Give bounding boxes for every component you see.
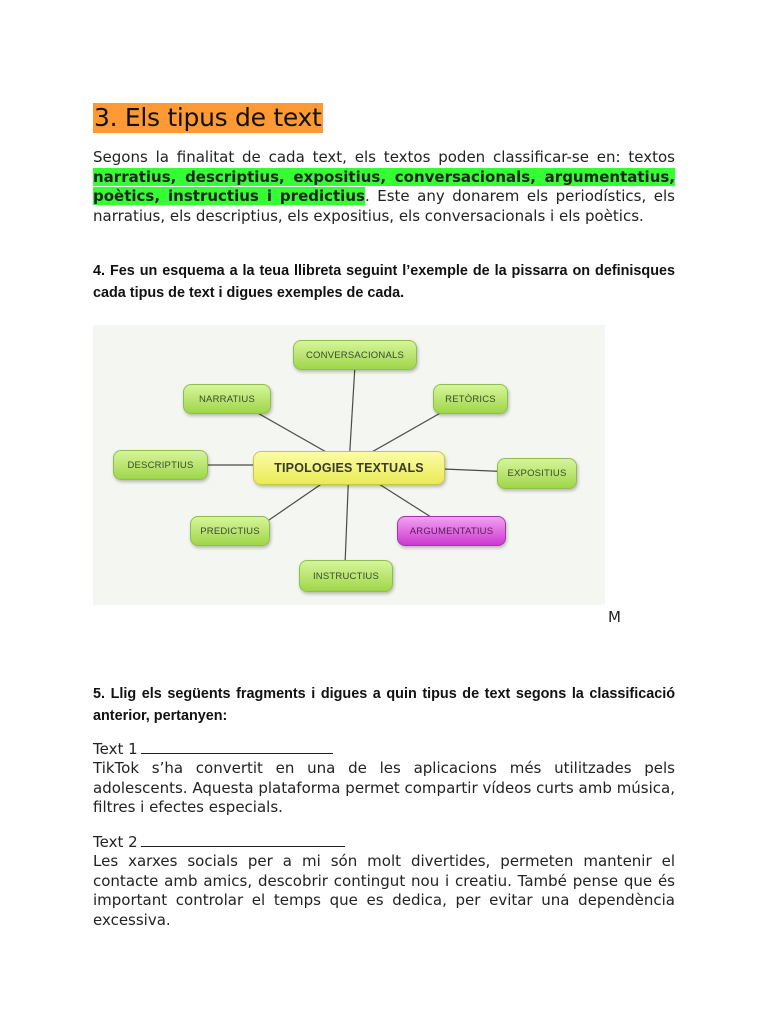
margin-letter: M — [608, 608, 621, 626]
node-descriptius: DESCRIPTIUS — [113, 450, 208, 480]
intro-text-before: Segons la finalitat de cada text, els textos poden classificar-se en: textos — [93, 148, 675, 166]
question-4: 4. Fes un esquema a la teua llibreta seguint l’exemple de la pissarra on definisques cada tipus de text i digues exemples de cada. — [93, 263, 675, 301]
section-title: 3. Els tipus de text — [94, 102, 322, 132]
node-retorics: RETÒRICS — [433, 384, 508, 414]
node-narratius: NARRATIUS — [183, 384, 271, 414]
node-center: TIPOLOGIES TEXTUALS — [253, 451, 445, 485]
text-2-answer-blank[interactable] — [141, 833, 345, 847]
node-instructius: INSTRUCTIUS — [299, 560, 393, 592]
text-2-label-row — [93, 833, 345, 852]
intro-paragraph — [93, 148, 675, 226]
text-types-diagram — [93, 325, 605, 605]
connector-conversacionals — [349, 365, 355, 465]
text-1-body: TikTok s’ha convertit en una de les aplicacions més utilitzades pels adolescents. Aquesta plataforma permet compartir vídeos curts amb música, filtres i efectes especials. — [93, 759, 675, 816]
node-argumentatius: ARGUMENTATIUS — [397, 516, 506, 546]
node-predictius: PREDICTIUS — [190, 516, 270, 546]
text-2-label: Text 2 — [93, 833, 138, 851]
text-1-label-row — [93, 740, 333, 759]
text-2-body: Les xarxes socials per a mi són molt divertides, permeten mantenir el contacte amb amics, descobrir contingut nou i creatiu. També pense que és important controlar el temps que es dedica, per evitar una dependència excessiva. — [93, 852, 675, 929]
text-1-answer-blank[interactable] — [141, 740, 333, 754]
node-expositius: EXPOSITIUS — [497, 458, 577, 489]
text-1-label: Text 1 — [93, 740, 138, 758]
node-conversacionals: CONVERSACIONALS — [293, 340, 417, 370]
question-5: 5. Llig els següents fragments i digues a quin tipus de text segons la classificació anterior, pertanyen: — [93, 686, 675, 724]
text-types-highlight: narratius, descriptius, expositius, conversacionals, argumentatius, poètics, instructius i predictius — [93, 167, 675, 205]
intro-text-after: . Este any donarem els periodístics, els narratius, els descriptius, els expositius, els conversacionals i els poètics. — [93, 187, 675, 225]
